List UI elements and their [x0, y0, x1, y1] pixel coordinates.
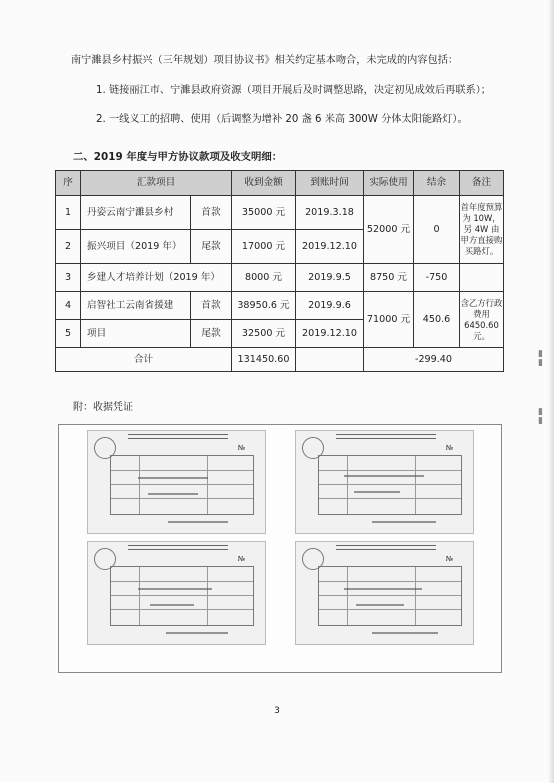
edge-mark: ▮ ▮: [538, 349, 543, 368]
cell-total-amount: 131450.60: [232, 348, 296, 372]
cell-balance: -750: [414, 264, 460, 292]
cell-type: 尾款: [191, 230, 232, 264]
item-1: 1. 链接丽江市、宁濉县政府资源（项目开展后及时调整思路，决定初见成效后再联系）；: [96, 85, 491, 96]
page-number: 3: [274, 706, 280, 716]
cell-project: 启智社工云南省援建: [81, 292, 191, 320]
cell-no: 5: [56, 320, 81, 348]
receipt-image: [295, 430, 474, 534]
page-edge-shadow: [548, 0, 554, 783]
finance-table: [55, 170, 504, 372]
table-header-row: [56, 171, 504, 196]
receipt-image: [87, 541, 266, 645]
table-row: [56, 292, 504, 320]
cell-total-balance: -299.40: [364, 348, 504, 372]
table-row: [56, 196, 504, 230]
cell-project: 项目: [81, 320, 191, 348]
header-cell: 收到金额: [232, 171, 296, 196]
cell-date: 2019.9.6: [296, 292, 364, 320]
table-row: [56, 264, 504, 292]
attachment-label: 附：收据凭证: [73, 402, 133, 413]
cell-no: 1: [56, 196, 81, 230]
cell-no: 2: [56, 230, 81, 264]
cell-used: 71000 元: [364, 292, 414, 348]
header-cell: 汇款项目: [81, 171, 232, 196]
edge-mark: ▮ ▮: [538, 407, 543, 426]
cell-empty: [296, 348, 364, 372]
header-cell: 结余: [414, 171, 460, 196]
cell-used: 52000 元: [364, 196, 414, 264]
cell-note: [460, 264, 504, 292]
item-2: 2. 一线义工的招聘、使用（后调整为增补 20 盏 6 米高 300W 分体太阳能路灯）。: [96, 114, 468, 125]
cell-note: 首年度预算为 10W，另 4W 由甲方直接购买路灯。: [460, 196, 504, 264]
cell-amount: 17000 元: [232, 230, 296, 264]
header-cell: 实际使用: [364, 171, 414, 196]
cell-date: 2019.3.18: [296, 196, 364, 230]
cell-no: 4: [56, 292, 81, 320]
receipt-images-frame: [58, 424, 502, 673]
receipt-number-label: №: [237, 555, 245, 563]
receipt-image: [295, 541, 474, 645]
receipt-image: [87, 430, 266, 534]
header-cell: 备注: [460, 171, 504, 196]
table-total-row: [56, 348, 504, 372]
section-title: 二、2019 年度与甲方协议款项及收支明细：: [73, 151, 283, 163]
cell-amount: 35000 元: [232, 196, 296, 230]
header-cell: 到账时间: [296, 171, 364, 196]
cell-project: 振兴项目（2019 年）: [81, 230, 191, 264]
receipt-number-label: №: [445, 555, 453, 563]
cell-balance: 450.6: [414, 292, 460, 348]
cell-note: 含乙方行政费用 6450.60 元。: [460, 292, 504, 348]
cell-date: 2019.12.10: [296, 320, 364, 348]
cell-project: 丹姿云南宁濉县乡村: [81, 196, 191, 230]
cell-date: 2019.9.5: [296, 264, 364, 292]
cell-type: 尾款: [191, 320, 232, 348]
cell-amount: 8000 元: [232, 264, 296, 292]
cell-total-label: 合计: [56, 348, 232, 372]
receipt-number-label: №: [445, 444, 453, 452]
header-cell: 序: [56, 171, 81, 196]
cell-balance: 0: [414, 196, 460, 264]
cell-no: 3: [56, 264, 81, 292]
cell-type: 首款: [191, 196, 232, 230]
cell-amount: 38950.6 元: [232, 292, 296, 320]
cell-amount: 32500 元: [232, 320, 296, 348]
cell-project: 乡建人才培养计划（2019 年）: [81, 264, 232, 292]
receipt-number-label: №: [237, 444, 245, 452]
intro-line: 南宁濉县乡村振兴（三年规划）项目协议书》相关约定基本吻合，未完成的内容包括：: [71, 55, 459, 66]
cell-used: 8750 元: [364, 264, 414, 292]
cell-date: 2019.12.10: [296, 230, 364, 264]
cell-type: 首款: [191, 292, 232, 320]
